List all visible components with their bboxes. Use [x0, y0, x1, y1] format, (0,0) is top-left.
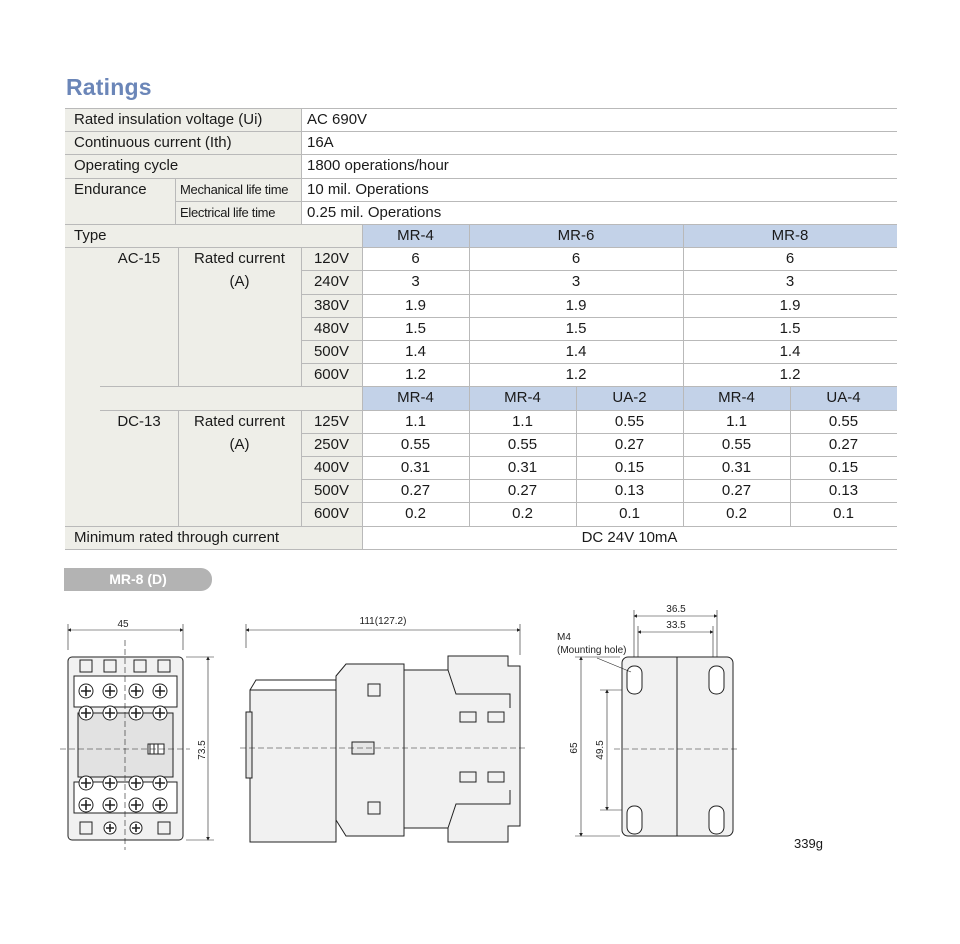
ac15-value: 1.2 [405, 366, 426, 384]
back-outer-pitch-dim: 36.5 [666, 604, 686, 615]
ac15-value: 6 [785, 250, 795, 268]
ac15-value: 1.5 [565, 319, 587, 337]
voltage-label: 400V [313, 459, 350, 476]
ac15-value: 6 [571, 250, 581, 268]
ac15-header: MR-8 [683, 224, 897, 247]
ac15-value: 1.2 [565, 366, 587, 384]
minimum-current-value: DC 24V 10mA [581, 528, 678, 546]
dc13-value: 0.15 [614, 459, 645, 476]
dc13-value: 0.13 [828, 482, 859, 500]
dc13-value: 0.2 [405, 505, 426, 523]
ac15-value: 1.5 [779, 319, 801, 337]
dc13-value: 0.31 [507, 459, 538, 476]
ac15-header: MR-6 [469, 224, 683, 247]
rating-value: AC 690V [307, 111, 368, 128]
dc13-value: 1.1 [405, 412, 426, 430]
terminal-screw-icon [79, 706, 93, 720]
terminal-screw-icon [79, 798, 93, 812]
ac15-value: 1.4 [779, 343, 801, 360]
dc13-value: 0.2 [512, 505, 533, 523]
dc13-label: DC-13 [117, 412, 161, 430]
terminal-screw-icon [103, 684, 117, 698]
voltage-label: 125V [313, 412, 350, 430]
dc13-value: 0.13 [614, 482, 645, 500]
back-height-dim: 65 [569, 742, 580, 754]
voltage-label: 500V [313, 482, 350, 500]
dc13-value: 0.1 [619, 505, 640, 523]
weight-label: 339g [794, 836, 823, 851]
voltage-label: 380V [313, 296, 350, 314]
ac15-value: 3 [785, 273, 795, 291]
mechanical-life-value: 10 mil. Operations [307, 180, 429, 198]
terminal-screw-icon [129, 776, 143, 790]
ac15-value: 6 [411, 250, 420, 268]
unit-label: (A) [229, 273, 250, 291]
dc13-value: 1.1 [726, 412, 747, 430]
terminal-screw-icon [129, 798, 143, 812]
dc13-header: MR-4 [469, 386, 576, 409]
ac15-value: 1.2 [779, 366, 801, 384]
ac15-value: 1.9 [565, 296, 587, 314]
terminal-screw-icon [103, 776, 117, 790]
terminal-screw-icon [103, 706, 117, 720]
dc13-value: 0.55 [828, 412, 859, 430]
terminal-screws [79, 684, 167, 834]
dc13-header: UA-2 [576, 386, 683, 409]
ac15-header: MR-4 [362, 224, 469, 247]
front-width-dim: 45 [117, 619, 129, 630]
dc13-header: UA-4 [790, 386, 897, 409]
voltage-label: 600V [313, 366, 350, 384]
terminal-screw-icon [79, 684, 93, 698]
back-hole-pitch-dim: 49.5 [595, 740, 606, 760]
endurance-label: Endurance [74, 180, 147, 198]
rated-current-label: Rated current [194, 412, 285, 430]
terminal-screw-icon [153, 684, 167, 698]
dc13-value: 0.27 [721, 482, 752, 500]
side-view [240, 624, 526, 842]
electrical-life-value: 0.25 mil. Operations [307, 203, 442, 221]
ac15-value: 1.4 [405, 343, 426, 360]
terminal-screw-icon [153, 706, 167, 720]
dc13-value: 0.1 [833, 505, 854, 523]
dc13-value: 0.27 [828, 435, 859, 453]
front-height-dim: 73.5 [197, 740, 208, 760]
dc13-value: 1.1 [512, 412, 533, 430]
dc13-value: 0.27 [400, 482, 431, 500]
dc13-value: 0.31 [721, 459, 752, 476]
ac15-value: 1.9 [779, 296, 801, 314]
voltage-label: 500V [313, 343, 350, 360]
page-title: Ratings [66, 74, 152, 100]
terminal-screw-icon [129, 706, 143, 720]
front-view [60, 624, 214, 850]
terminal-screw-icon [153, 776, 167, 790]
type-label: Type [74, 227, 107, 244]
side-length-dim: 111(127.2) [359, 616, 407, 627]
dc13-value: 0.31 [400, 459, 431, 476]
terminal-screw-icon [103, 798, 117, 812]
ac15-value: 1.4 [565, 343, 587, 360]
rating-value: 16A [307, 134, 334, 152]
voltage-label: 120V [313, 250, 350, 268]
terminal-screw-icon [153, 798, 167, 812]
model-tag: MR-8 (D) [64, 568, 212, 591]
dc13-value: 0.55 [614, 412, 645, 430]
dc13-value: 0.2 [726, 505, 747, 523]
ac15-label: AC-15 [117, 250, 161, 268]
dc13-value: 0.55 [721, 435, 752, 453]
dc13-value: 0.55 [400, 435, 431, 453]
terminal-screw-icon [79, 776, 93, 790]
rating-label: Rated insulation voltage (Ui) [74, 111, 263, 128]
minimum-current-label: Minimum rated through current [74, 528, 280, 546]
ac15-value: 3 [411, 273, 420, 291]
ac15-value: 3 [571, 273, 581, 291]
dc13-value: 0.27 [614, 435, 645, 453]
mount-hole-label: M4 [557, 632, 571, 643]
ac15-value: 1.9 [405, 296, 426, 314]
rating-label: Continuous current (Ith) [74, 134, 232, 152]
rating-label: Operating cycle [74, 157, 179, 175]
terminal-screw-icon [104, 822, 116, 834]
dc13-header: MR-4 [683, 386, 790, 409]
rated-current-label: Rated current [194, 250, 285, 268]
rating-value: 1800 operations/hour [307, 157, 449, 175]
mount-hole-note: (Mounting hole) [557, 645, 627, 656]
back-view [575, 610, 740, 836]
ac15-value: 1.5 [405, 319, 426, 337]
dc13-value: 0.15 [828, 459, 859, 476]
back-inner-pitch-dim: 33.5 [666, 620, 686, 631]
dc13-value: 0.55 [507, 435, 538, 453]
mechanical-life-label: Mechanical life time [180, 181, 289, 197]
voltage-label: 480V [313, 319, 350, 337]
terminal-screw-icon [130, 822, 142, 834]
dc13-value: 0.27 [507, 482, 538, 500]
unit-label: (A) [229, 435, 250, 453]
voltage-label: 250V [313, 435, 350, 453]
electrical-life-label: Electrical life time [180, 204, 276, 220]
voltage-label: 600V [313, 505, 350, 523]
voltage-label: 240V [313, 273, 350, 291]
dc13-header: MR-4 [362, 386, 469, 409]
terminal-screw-icon [129, 684, 143, 698]
